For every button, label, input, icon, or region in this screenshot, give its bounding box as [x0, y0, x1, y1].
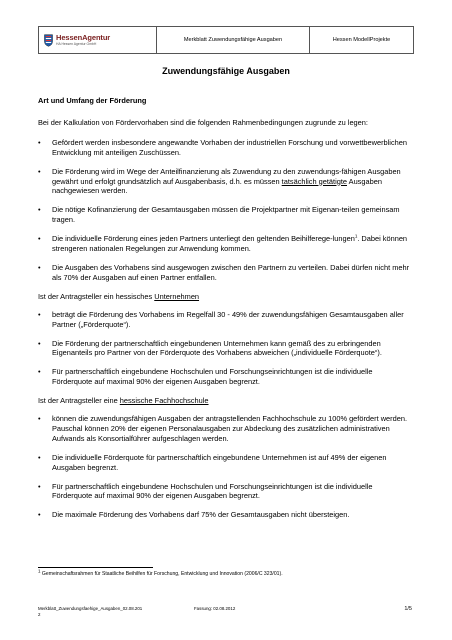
footnote-number: 1	[38, 568, 41, 574]
conditions-list	[38, 138, 412, 283]
university-list	[38, 414, 412, 520]
bullet-icon: •	[38, 510, 41, 520]
document-body	[38, 96, 412, 529]
list-item: • Die Ausgaben des Vorhabens sind ausgewogen zwischen den Partnern zu verteilen. Dabei dürfen nicht mehr als 70% der Ausgaben auf einen Partner entfallen.	[38, 262, 410, 282]
list-item: • beträgt die Förderung des Vorhabens im Regelfall 30 - 49% der zuwendungsfähigen Gesamtausgaben aller Partner („Förderquote“).	[38, 309, 404, 329]
bullet-icon: •	[38, 481, 41, 491]
company-list	[38, 310, 412, 387]
section-heading: Art und Umfang der Förderung	[38, 96, 147, 105]
intro-paragraph: Bei der Kalkulation von Fördervorhaben sind die folgenden Rahmenbedingungen zugrunde zu legen:	[38, 117, 368, 127]
bullet-icon: •	[38, 338, 41, 348]
bullet-icon: •	[38, 166, 41, 176]
logo-name: HessenAgentur	[56, 32, 111, 42]
page-header	[38, 26, 414, 54]
footnote: $^1$ Gemeinschaftsrahmen für Staatliche Beihilfen für Forschung, Entwicklung und Innovation (2006/C 323/01).	[38, 568, 283, 577]
page-title: Zuwendungsfähige Ausgaben	[162, 66, 290, 76]
footer-version: Fassung: 02.08.2012	[194, 606, 236, 611]
logo-subtitle: HA Hessen Agentur GmbH	[56, 41, 97, 46]
list-item: • Die individuelle Förderquote für partnerschaftlich eingebundene Unternehmen ist auf 49% der eigenen Ausgaben begrenzt.	[38, 452, 387, 472]
list-item: • Die Förderung der partnerschaftlich eingebundenen Unternehmen kann gemäß des zu erbringenden Eigenanteils pro Partner von der Förderquote des Vorhabens abweichen („individuelle Förderquote“).	[38, 338, 382, 358]
page-number: 1/5	[404, 606, 412, 612]
bullet-icon: •	[38, 234, 41, 244]
bullet-icon: •	[38, 367, 41, 377]
bullet-icon: •	[38, 137, 41, 147]
list-item: • Gefördert werden insbesondere angewandte Vorhaben der industriellen Forschung und vorwettbewerblichen Entwicklung mit anteiligen Zuschüssen.	[38, 137, 407, 157]
underlined-text: Unternehmen	[154, 291, 200, 301]
bullet-icon: •	[38, 262, 41, 272]
list-item: • können die zuwendungsfähigen Ausgaben der antragstellenden Fachhochschule zu 100% gefördert werden. Pauschal können 20% der eigenen Personalausgaben zur Abdeckung des zusätzlichen administrativen Aufwands als Konsortialführer aufgeschlagen werden.	[38, 414, 408, 443]
hessen-crest-icon	[44, 34, 53, 47]
company-group-heading: Ist der Antragsteller ein hessisches Unternehmen	[38, 291, 200, 301]
underlined-text: hessische Fachhochschule	[119, 396, 209, 406]
list-item: • Die nötige Kofinanzierung der Gesamtausgaben müssen die Projektpartner mit Eigenan-teilen gemeinsam tragen.	[38, 205, 400, 225]
footnote-ref[interactable]: 1	[354, 233, 358, 239]
university-group-heading: Ist der Antragsteller eine hessische Fachhochschule	[38, 396, 209, 406]
underlined-text: tatsächlich getätigte	[281, 176, 347, 186]
logo-area	[39, 27, 157, 53]
list-item: • Für partnerschaftlich eingebundene Hochschulen und Forschungseinrichtungen ist die individuelle Förderquote auf maximal 90% der eigenen Ausgaben begrenzt.	[38, 367, 373, 387]
bullet-icon: •	[38, 205, 41, 215]
bullet-icon: •	[38, 309, 41, 319]
footnote-divider	[38, 567, 153, 568]
list-item: • Die maximale Förderung des Vorhabens darf 75% der Gesamtausgaben nicht übersteigen.	[38, 510, 350, 520]
list-item: • Für partnerschaftlich eingebundene Hochschulen und Forschungseinrichtungen ist die individuelle Förderquote auf maximal 90% der eigenen Ausgaben begrenzt.	[38, 481, 373, 501]
list-item: • Die Förderung wird im Wege der Anteilfinanzierung als Zuwendung zu den zuwendungs-fähigen Ausgaben gewährt und erfolgt grundsätzlich auf Ausgabenbasis, d.h. es müssen tatsächlich getätigte Ausgaben nachgewiesen werden.	[38, 166, 401, 196]
footer-filename-cont: 2	[38, 612, 41, 617]
header-program: Hessen ModellProjekte	[332, 37, 391, 43]
header-doc-title: Merkblatt Zuwendungsfähige Ausgaben	[157, 27, 310, 53]
bullet-icon: •	[38, 452, 41, 462]
bullet-icon: •	[38, 414, 41, 424]
footer-filename: Merkblatt_Zuwendungsfaehige_Ausgaben_02.08.201	[38, 606, 143, 611]
list-item: • Die individuelle Förderung eines jeden Partners unterliegt den geltenden Beihilferege-lungen$^1$. Dabei können strengeren nationalen Regelungen zur Anwendung kommen.	[38, 233, 408, 254]
